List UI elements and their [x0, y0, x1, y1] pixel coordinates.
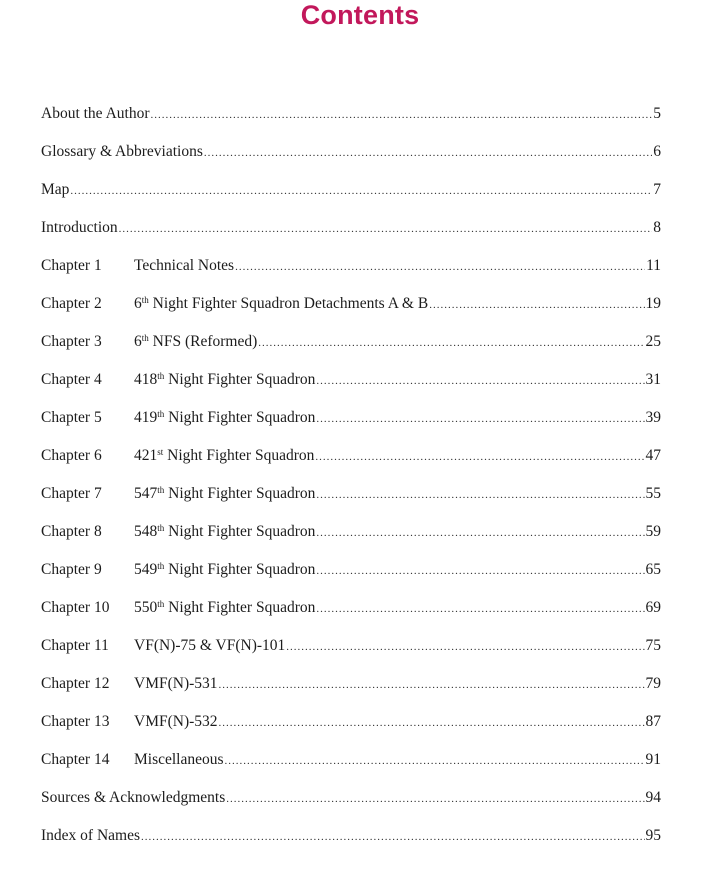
dot-leader	[219, 672, 645, 698]
entry-title-text: Index of Names	[41, 827, 140, 844]
entry-title	[41, 215, 118, 241]
chapter-number: Chapter 2	[41, 295, 102, 312]
page-number: 94	[645, 789, 661, 806]
entry-title-text: Night Fighter Squadron	[164, 409, 316, 426]
entry-title-text: Night Fighter Squadron	[164, 523, 316, 540]
page-number: 31	[645, 371, 661, 388]
dot-leader	[235, 254, 645, 280]
dot-leader	[151, 102, 653, 128]
page-number: 19	[645, 295, 661, 312]
ordinal-number: 421	[134, 447, 158, 464]
toc-entry[interactable]	[41, 519, 661, 557]
page-number: 7	[653, 181, 661, 198]
dot-leader	[316, 406, 644, 432]
entry-title-text: Miscellaneous	[134, 751, 224, 768]
toc-entry[interactable]	[41, 747, 661, 785]
entry-title	[134, 367, 315, 393]
dot-leader	[219, 710, 645, 736]
ordinal-suffix: th	[157, 599, 165, 609]
page-number: 55	[645, 485, 661, 502]
entry-title-text: NFS (Reformed)	[148, 333, 258, 350]
dot-leader	[226, 786, 644, 812]
entry-title	[41, 785, 225, 811]
ordinal-suffix: th	[157, 561, 165, 571]
entry-title-text: Night Fighter Squadron	[163, 447, 315, 464]
chapter-number: Chapter 6	[41, 447, 102, 464]
toc-entry[interactable]	[41, 215, 661, 253]
ordinal-suffix: st	[157, 447, 164, 457]
toc-entry[interactable]	[41, 709, 661, 747]
toc-entry[interactable]	[41, 329, 661, 367]
ordinal-suffix: th	[157, 523, 165, 533]
entry-title-text: Map	[41, 181, 70, 198]
dot-leader	[316, 596, 644, 622]
dot-leader	[315, 444, 644, 470]
page-number: 8	[653, 219, 661, 236]
chapter-number: Chapter 10	[41, 599, 110, 616]
entry-title	[41, 177, 69, 203]
dot-leader	[70, 178, 652, 204]
ordinal-suffix: th	[157, 371, 165, 381]
chapter-number: Chapter 13	[41, 713, 110, 730]
ordinal-number: 6	[134, 295, 142, 312]
toc-entry[interactable]	[41, 671, 661, 709]
toc-entry[interactable]	[41, 139, 661, 177]
entry-title	[134, 709, 218, 735]
entry-title	[134, 253, 234, 279]
page-number: 25	[645, 333, 661, 350]
chapter-number: Chapter 11	[41, 637, 109, 654]
entry-title	[134, 443, 314, 469]
page-number: 47	[645, 447, 661, 464]
entry-title	[134, 557, 315, 583]
toc-entry[interactable]	[41, 291, 661, 329]
entry-title	[134, 671, 218, 697]
entry-title-text: Night Fighter Squadron	[164, 599, 316, 616]
entry-title	[134, 519, 315, 545]
chapter-number: Chapter 14	[41, 751, 110, 768]
entry-title	[41, 101, 150, 127]
ordinal-number: 550	[134, 599, 158, 616]
page-number: 69	[645, 599, 661, 616]
page-number: 87	[645, 713, 661, 730]
dot-leader	[316, 482, 644, 508]
page-number: 6	[653, 143, 661, 160]
page-number: 65	[645, 561, 661, 578]
entry-title-text: Night Fighter Squadron Detachments A & B	[148, 295, 429, 312]
chapter-number: Chapter 4	[41, 371, 102, 388]
entry-title-text: About the Author	[41, 105, 150, 122]
ordinal-number: 419	[134, 409, 158, 426]
entry-title	[134, 329, 257, 355]
dot-leader	[316, 520, 644, 546]
entry-title	[134, 481, 315, 507]
toc-entry[interactable]	[41, 253, 661, 291]
page-number: 79	[645, 675, 661, 692]
chapter-number: Chapter 3	[41, 333, 102, 350]
entry-title-text: Night Fighter Squadron	[164, 371, 316, 388]
table-of-contents	[41, 101, 661, 861]
ordinal-number: 6	[134, 333, 142, 350]
entry-title	[41, 823, 140, 849]
ordinal-suffix: th	[157, 409, 165, 419]
entry-title	[41, 139, 203, 165]
page-number: 5	[653, 105, 661, 122]
chapter-number: Chapter 12	[41, 675, 110, 692]
dot-leader	[204, 140, 652, 166]
dot-leader	[429, 292, 644, 318]
entry-title-text: VMF(N)-531	[134, 675, 218, 692]
toc-entry[interactable]	[41, 481, 661, 519]
entry-title	[134, 595, 315, 621]
toc-entry[interactable]	[41, 101, 661, 139]
toc-entry[interactable]	[41, 785, 661, 823]
dot-leader	[258, 330, 644, 356]
ordinal-suffix: th	[141, 333, 149, 343]
dot-leader	[316, 368, 644, 394]
toc-entry[interactable]	[41, 177, 661, 215]
entry-title-text: Technical Notes	[134, 257, 235, 274]
toc-entry[interactable]	[41, 633, 661, 671]
ordinal-number: 547	[134, 485, 158, 502]
entry-title	[134, 747, 224, 773]
chapter-number: Chapter 7	[41, 485, 102, 502]
entry-title-text: Glossary & Abbreviations	[41, 143, 203, 160]
chapter-number: Chapter 1	[41, 257, 102, 274]
dot-leader	[316, 558, 644, 584]
dot-leader	[286, 634, 644, 660]
page-number: 39	[645, 409, 661, 426]
toc-entry[interactable]	[41, 367, 661, 405]
page-number: 59	[645, 523, 661, 540]
toc-entry[interactable]	[41, 443, 661, 481]
page-number: 95	[645, 827, 661, 844]
ordinal-number: 548	[134, 523, 158, 540]
page-number: 91	[645, 751, 661, 768]
entry-title	[134, 633, 285, 659]
ordinal-suffix: th	[157, 485, 165, 495]
ordinal-number: 418	[134, 371, 158, 388]
toc-entry[interactable]	[41, 405, 661, 443]
entry-title-text: Introduction	[41, 219, 118, 236]
toc-entry[interactable]	[41, 557, 661, 595]
chapter-number: Chapter 8	[41, 523, 102, 540]
dot-leader	[119, 216, 652, 242]
page-title: Contents	[300, 0, 420, 30]
ordinal-suffix: th	[141, 295, 149, 305]
entry-title-text: Night Fighter Squadron	[164, 485, 316, 502]
entry-title	[134, 405, 315, 431]
entry-title-text: Sources & Acknowledgments	[41, 789, 226, 806]
entry-title	[134, 291, 428, 317]
page-number: 11	[646, 257, 661, 274]
entry-title-text: VMF(N)-532	[134, 713, 218, 730]
toc-entry[interactable]	[41, 595, 661, 633]
dot-leader	[141, 824, 645, 850]
ordinal-number: 549	[134, 561, 158, 578]
toc-entry[interactable]	[41, 823, 661, 861]
chapter-number: Chapter 5	[41, 409, 102, 426]
entry-title-text: Night Fighter Squadron	[164, 561, 316, 578]
entry-title-text: VF(N)-75 & VF(N)-101	[134, 637, 286, 654]
chapter-number: Chapter 9	[41, 561, 102, 578]
page-number: 75	[645, 637, 661, 654]
dot-leader	[225, 748, 645, 774]
